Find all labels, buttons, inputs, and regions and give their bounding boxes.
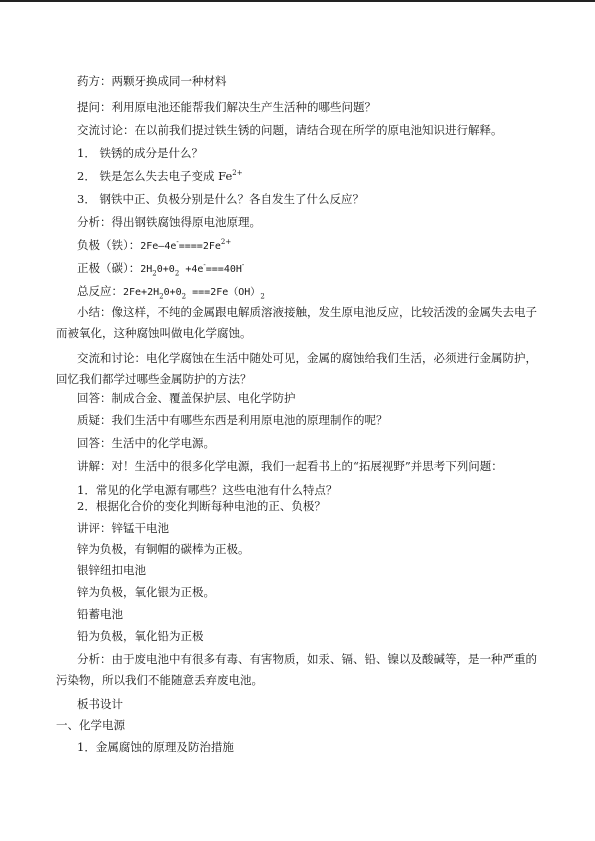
board-design-heading: 板书设计 bbox=[77, 697, 123, 711]
numbered-item-1: 1． 铁锈的成分是什么？ bbox=[77, 146, 203, 160]
doubt-line: 质疑：我们生活中有哪些东西是利用原电池的原理制作的呢？ bbox=[77, 413, 388, 427]
sub-2: 2 bbox=[152, 269, 157, 278]
subsection-item: 1．金属腐蚀的原理及防治措施 bbox=[77, 740, 234, 754]
cathode-formula-a: 2H bbox=[140, 264, 153, 275]
numbered-item-3: 3． 钢铁中正、负极分别是什么？各自发生了什么反应？ bbox=[77, 192, 364, 206]
item-2-text: 2． 铁是怎么失去电子变成 Fe bbox=[77, 169, 233, 183]
question-1: 1．常见的化学电源有哪些？这些电池有什么特点？ bbox=[77, 483, 338, 497]
prescription-line: 药方：两颗牙换成同一种材料 bbox=[77, 74, 227, 88]
cathode-label: 正极（碳）： bbox=[77, 261, 141, 275]
electron-charge: - bbox=[203, 261, 206, 270]
ion-charge-anode: 2+ bbox=[220, 238, 232, 247]
summary-paragraph: 小结：像这样，不纯的金属跟电解质溶液接触，发生原电池反应，比较活泼的金属失去电子而被氧化，这种腐蚀叫做电化学腐蚀。 bbox=[56, 305, 537, 340]
cathode-formula-c: +4e bbox=[179, 264, 204, 275]
analysis-line: 分析：得出钢铁腐蚀得原电池原理。 bbox=[77, 215, 261, 229]
zinc-manganese-battery-text: 锌为负极，有铜帽的碳棒为正极。 bbox=[77, 542, 250, 556]
question-2: 2．根据化合价的变化判断每种电池的正、负极？ bbox=[77, 499, 326, 513]
overall-formula-b: 0+0 bbox=[163, 287, 182, 298]
silver-zinc-battery-text: 锌为负极，氧化银为正极。 bbox=[77, 585, 215, 599]
discussion-paragraph: 交流和讨论：电化学腐蚀在生活中随处可见，金属的腐蚀给我们生活，必须进行金属防护，回忆我们都学过哪些金属防护的方法？ bbox=[56, 351, 537, 386]
lead-acid-battery-title: 铅蓄电池 bbox=[77, 607, 123, 621]
discussion-line: 交流讨论：在以前我们提过铁生锈的问题，请结合现在所学的原电池知识进行解释。 bbox=[77, 123, 503, 137]
explanation-line: 讲解：对！生活中的很多化学电源，我们一起看书上的“拓展视野”并思考下列问题： bbox=[77, 459, 503, 473]
overall-label: 总反应： bbox=[77, 284, 123, 298]
hydroxide-charge: - bbox=[241, 261, 245, 270]
silver-zinc-battery-title: 银锌纽扣电池 bbox=[77, 563, 146, 577]
answer-line-2: 回答：生活中的化学电源。 bbox=[77, 436, 215, 450]
analysis-paragraph: 分析：由于废电池中有很多有毒、有害物质，如汞、镉、铅、镍以及酸碱等，是一种严重的污染物，所以我们不能随意丢弃废电池。 bbox=[56, 652, 537, 687]
cathode-formula-d: ===40H bbox=[205, 264, 242, 275]
cathode-formula-b: 0+0 bbox=[156, 264, 175, 275]
anode-label: 负极（铁）： bbox=[77, 238, 141, 252]
sub-2: 2 bbox=[181, 292, 187, 301]
sub-2: 2 bbox=[159, 292, 164, 301]
overall-equation bbox=[77, 284, 265, 300]
comment-line: 讲评：锌锰干电池 bbox=[77, 521, 169, 535]
sub-2: 2 bbox=[174, 269, 180, 278]
sub-2: 2 bbox=[260, 292, 265, 301]
anode-equation bbox=[77, 238, 231, 254]
ion-charge: 2+ bbox=[232, 169, 243, 178]
anode-formula-b: ====2Fe bbox=[178, 241, 221, 252]
lead-acid-battery-text: 铅为负极，氧化铅为正极 bbox=[77, 629, 204, 643]
answer-line-1: 回答：制成合金、覆盖保护层、电化学防护 bbox=[77, 391, 296, 405]
numbered-item-2 bbox=[77, 169, 243, 183]
cathode-equation bbox=[77, 261, 244, 277]
section-heading: 一、化学电源 bbox=[56, 718, 125, 732]
anode-formula-a: 2Fe—4e bbox=[140, 241, 177, 252]
overall-formula-a: 2Fe+2H bbox=[123, 287, 160, 298]
question-line: 提问：利用原电池还能帮我们解决生产生活种的哪些问题？ bbox=[77, 100, 376, 114]
overall-formula-c: ===2Fe（OH） bbox=[186, 287, 261, 298]
electron-charge: - bbox=[176, 238, 179, 247]
